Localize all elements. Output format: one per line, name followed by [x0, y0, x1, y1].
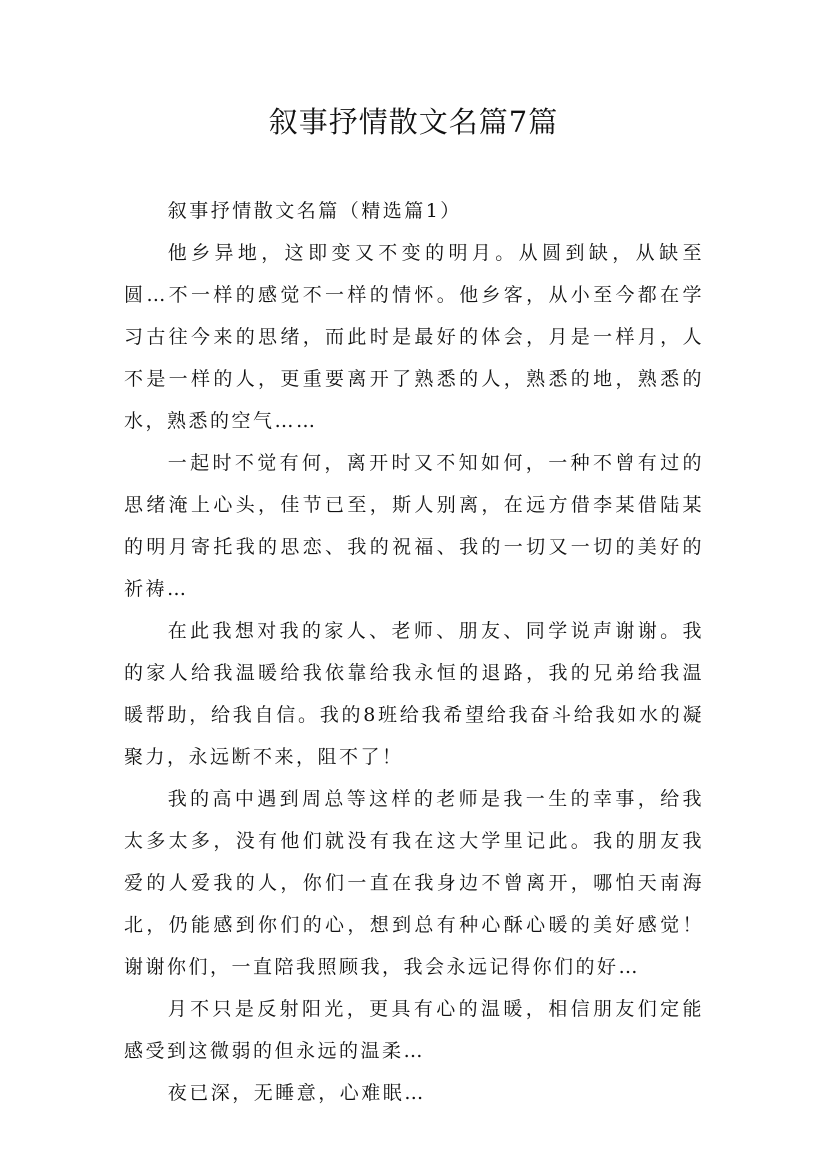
paragraph: 夜已深，无睡意，心难眠… [167, 1082, 426, 1104]
document-title: 叙事抒情散文名篇7篇 [268, 105, 559, 139]
paragraph: 他乡异地，这即变又不变的明月。从圆到缺，从缺至圆…不一样的感觉不一样的情怀。他乡客，从小至今都在学习古往今来的思绪，而此时是最好的体会，月是一样月，人不是一样的人，更重要离开了熟悉的人，熟悉的地，熟悉的水，熟悉的空气…… [124, 242, 704, 432]
paragraph: 在此我想对我的家人、老师、朋友、同学说声谢谢。我的家人给我温暖给我依靠给我永恒的退路，我的兄弟给我温暖帮助，给我自信。我的8班给我希望给我奋斗给我如水的凝聚力，永远断不来，阻不了！ [124, 620, 704, 768]
paragraph: 一起时不觉有何，离开时又不知如何，一种不曾有过的思绪淹上心头，佳节已至，斯人别离，在远方借李某借陆某的明月寄托我的思恋、我的祝福、我的一切又一切的美好的祈祷… [124, 452, 704, 600]
paragraph: 我的高中遇到周总等这样的老师是我一生的幸事，给我太多太多，没有他们就没有我在这大学里记此。我的朋友我爱的人爱我的人，你们一直在我身边不曾离开，哪怕天南海北，仍能感到你们的心，想到总有种心酥心暖的美好感觉！谢谢你们，一直陪我照顾我，我会永远记得你们的好… [124, 788, 704, 978]
document-body [124, 190, 704, 1114]
section-subtitle: 叙事抒情散文名篇（精选篇1） [167, 200, 462, 222]
paragraph: 月不只是反射阳光，更具有心的温暖，相信朋友们定能感受到这微弱的但永远的温柔… [124, 998, 704, 1062]
